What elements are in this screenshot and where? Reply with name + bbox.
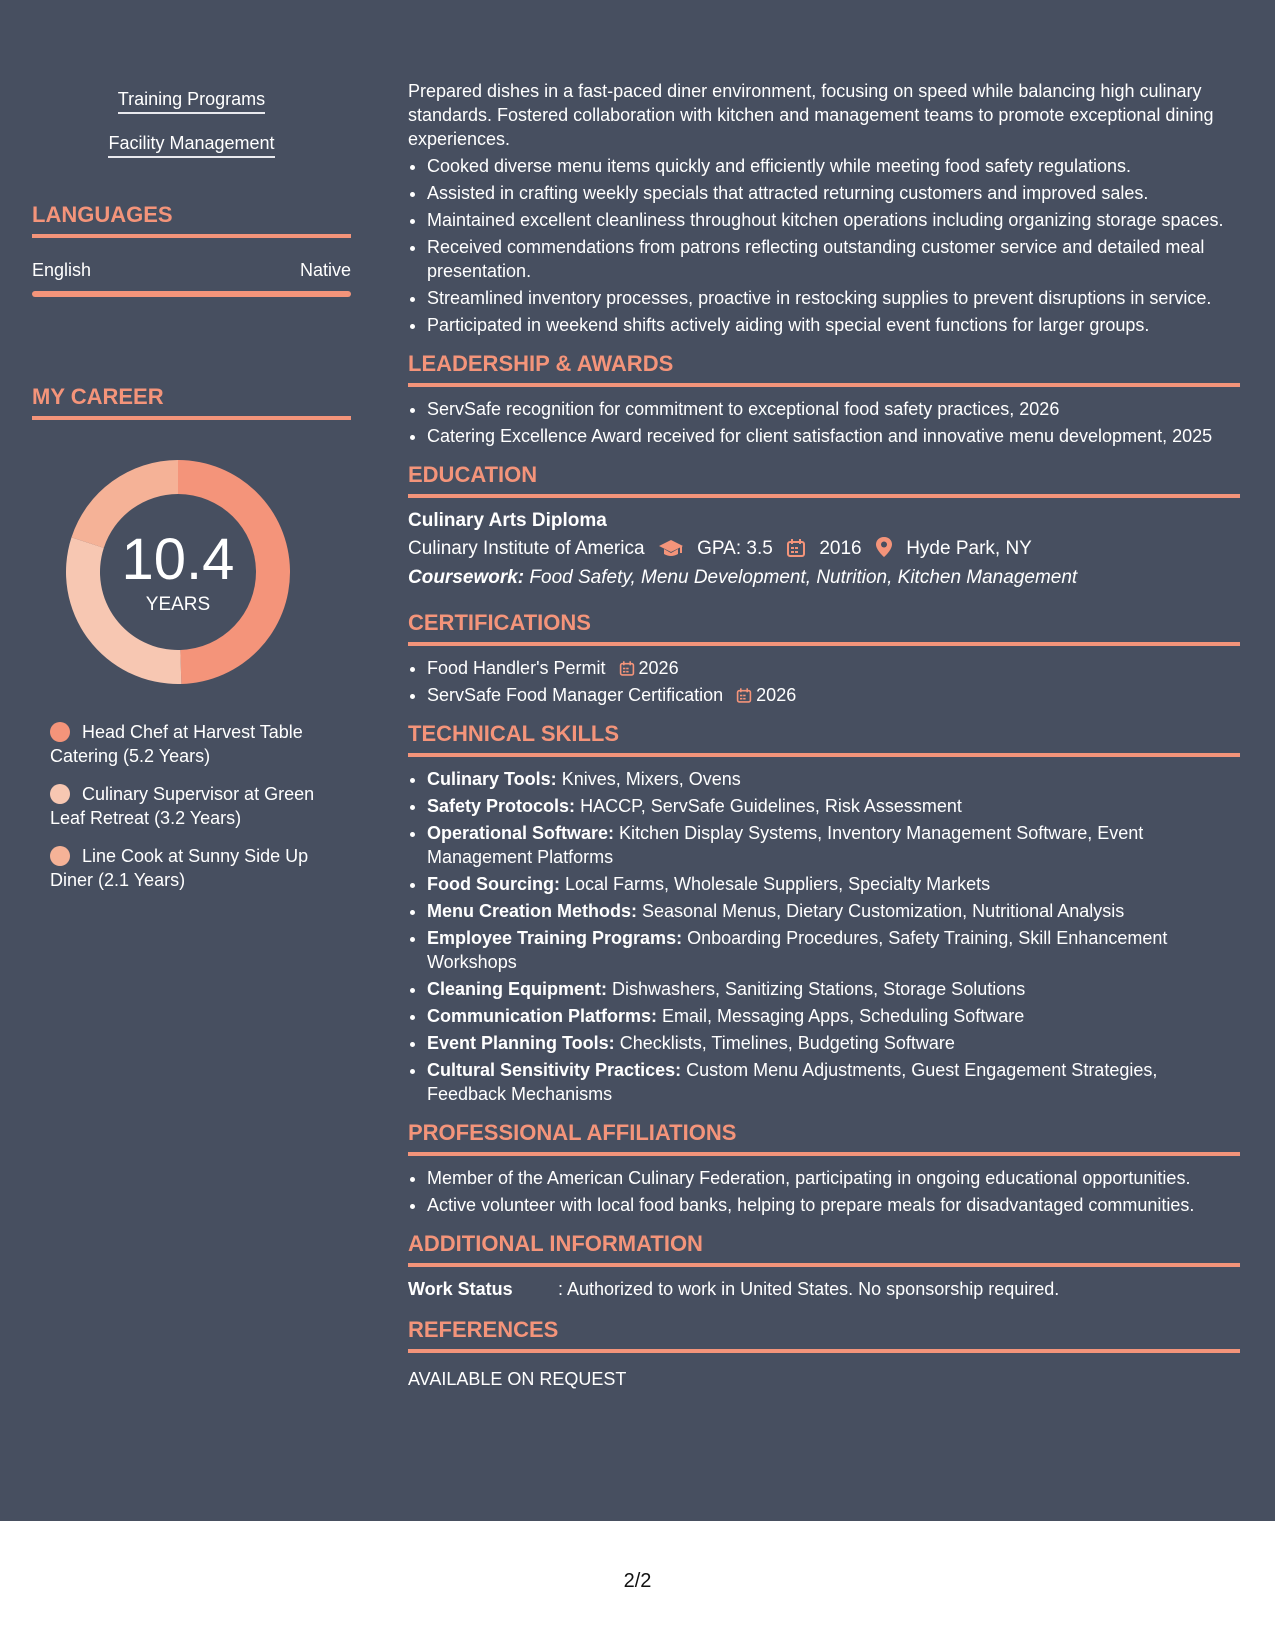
work-status-value: : Authorized to work in United States. No sponsorship required. [558,1279,1060,1299]
legend-dot [50,846,70,866]
skill-value: Seasonal Menus, Dietary Customization, Nutritional Analysis [642,901,1125,921]
career-item-label: Line Cook at Sunny Side Up Diner (2.1 Years) [50,846,309,890]
education-gpa: GPA: 3.5 [697,538,773,559]
skill-value: Kitchen Display Systems, Inventory Management Software, Event Management Platforms [427,823,1144,867]
legend-dot [50,784,70,804]
language-row [32,260,351,281]
experience-bullet: • Received commendations from patrons reflecting outstanding customer service and detailed meal presentation. [427,235,1240,283]
affiliations-list [408,1166,1240,1217]
training-links [32,88,351,176]
skill-value: Custom Menu Adjustments, Guest Engagement Strategies, Feedback Mechanisms [427,1060,1158,1104]
graduation-cap-icon [658,538,684,558]
additional-section [408,1231,1240,1301]
experience-bullet: • Streamlined inventory processes, proactive in restocking supplies to prevent disruptions in service. [427,286,1240,310]
education-heading: EDUCATION [408,462,1240,498]
career-legend [50,720,340,906]
affiliation-item: • Active volunteer with local food banks, helping to prepare meals for disadvantaged communities. [427,1193,1240,1217]
skill-value: Email, Messaging Apps, Scheduling Software [662,1006,1025,1026]
skill-label: Cleaning Equipment: [427,979,607,999]
references-text: AVAILABLE ON REQUEST [408,1369,627,1389]
experience-bullets [408,154,1240,337]
education-location: Hyde Park, NY [906,538,1032,559]
skill-value: Checklists, Timelines, Budgeting Software [619,1033,955,1053]
training-link-facility-management[interactable]: Facility Management [108,132,274,158]
skill-value: HACCP, ServSafe Guidelines, Risk Assessment [580,796,962,816]
skills-section [408,721,1240,1106]
leadership-item: • Catering Excellence Award received for client satisfaction and innovative menu development, 2025 [427,424,1240,448]
legend-dot [50,722,70,742]
career-total-unit: YEARS [145,594,211,615]
experience-details [408,0,1240,337]
certification-name: Food Handler's Permit [427,658,606,678]
career-item-label: Head Chef at Harvest Table Catering (5.2 Years) [50,722,303,766]
work-status-label: Work Status [408,1279,513,1299]
skill-value: Onboarding Procedures, Safety Training, Skill Enhancement Workshops [427,928,1168,972]
certification-year: 2026 [638,658,679,678]
education-coursework [408,564,1240,592]
education-degree: Culinary Arts Diploma [408,510,607,531]
calendar-icon [619,660,635,677]
training-link-training-programs[interactable]: Training Programs [118,88,265,114]
skill-item [427,899,1240,923]
language-level-bar [32,291,351,297]
skills-list [408,767,1240,1106]
certification-item [427,656,1240,680]
skill-label: Safety Protocols: [427,796,576,816]
affiliation-item: • Member of the American Culinary Federation, participating in ongoing educational opportunities. [427,1166,1240,1190]
certifications-heading: CERTIFICATIONS [408,610,1240,646]
language-name: English [32,260,92,280]
skill-value: Dishwashers, Sanitizing Stations, Storage Solutions [612,979,1026,999]
career-item [50,782,340,830]
education-details [408,534,1240,564]
skill-label: Employee Training Programs: [427,928,683,948]
skill-label: Event Planning Tools: [427,1033,615,1053]
skill-item [427,821,1240,869]
skill-item [427,1031,1240,1055]
affiliations-heading: PROFESSIONAL AFFILIATIONS [408,1120,1240,1156]
skill-value: Knives, Mixers, Ovens [561,769,741,789]
coursework-value: Food Safety, Menu Development, Nutrition, Kitchen Management [529,567,1078,588]
skill-label: Cultural Sensitivity Practices: [427,1060,682,1080]
map-pin-icon [875,536,893,558]
education-school: Culinary Institute of America [408,538,645,559]
skill-item [427,926,1240,974]
career-heading: MY CAREER [32,384,351,420]
skill-item [427,767,1240,791]
languages-heading: LANGUAGES [32,202,351,238]
career-donut-chart [66,460,290,684]
skill-item [427,872,1240,896]
references-section [408,1317,1240,1391]
certification-name: ServSafe Food Manager Certification [427,685,724,705]
leadership-list [408,397,1240,448]
education-year: 2016 [819,538,862,559]
skill-label: Communication Platforms: [427,1006,658,1026]
skill-item [427,977,1240,1001]
skill-label: Menu Creation Methods: [427,901,637,921]
languages-section [32,202,351,297]
leadership-item: • ServSafe recognition for commitment to exceptional food safety practices, 2026 [427,397,1240,421]
career-total-value: 10.4 [121,527,235,592]
skills-heading: TECHNICAL SKILLS [408,721,1240,757]
career-section [32,384,351,420]
main-content [408,0,1240,1391]
skill-value: Local Farms, Wholesale Suppliers, Specialty Markets [565,874,991,894]
leadership-heading: LEADERSHIP & AWARDS [408,351,1240,387]
language-level: Native [299,260,351,280]
certifications-list [408,656,1240,707]
experience-summary: Prepared dishes in a fast-paced diner environment, focusing on speed while balancing high culinary standards. Fostered collaboration with kitchen and management teams to promote exceptional dining experiences. [408,81,1214,149]
references-heading: REFERENCES [408,1317,1240,1353]
page-number: 2/2 [623,1570,652,1592]
experience-bullet: • Cooked diverse menu items quickly and efficiently while meeting food safety regulations. [427,154,1240,178]
education-section [408,462,1240,592]
coursework-label: Coursework: [408,567,525,588]
career-item [50,720,340,768]
career-total [66,527,290,616]
skill-item [427,1058,1240,1106]
certifications-section [408,610,1240,707]
skill-label: Culinary Tools: [427,769,557,789]
affiliations-section [408,1120,1240,1217]
career-item-label: Culinary Supervisor at Green Leaf Retreat (3.2 Years) [50,784,315,828]
experience-bullet: • Assisted in crafting weekly specials that attracted returning customers and improved sales. [427,181,1240,205]
certification-year: 2026 [756,685,797,705]
additional-heading: ADDITIONAL INFORMATION [408,1231,1240,1267]
calendar-icon [786,538,806,558]
certification-item [427,683,1240,707]
skill-item [427,1004,1240,1028]
skill-label: Food Sourcing: [427,874,560,894]
skill-label: Operational Software: [427,823,615,843]
work-status-row [408,1277,1240,1301]
skill-item [427,794,1240,818]
calendar-icon [736,687,752,704]
experience-bullet: • Maintained excellent cleanliness throughout kitchen operations including organizing storage spaces. [427,208,1240,232]
experience-bullet: • Participated in weekend shifts actively aiding with special event functions for larger groups. [427,313,1240,337]
leadership-section [408,351,1240,448]
career-item [50,844,340,892]
